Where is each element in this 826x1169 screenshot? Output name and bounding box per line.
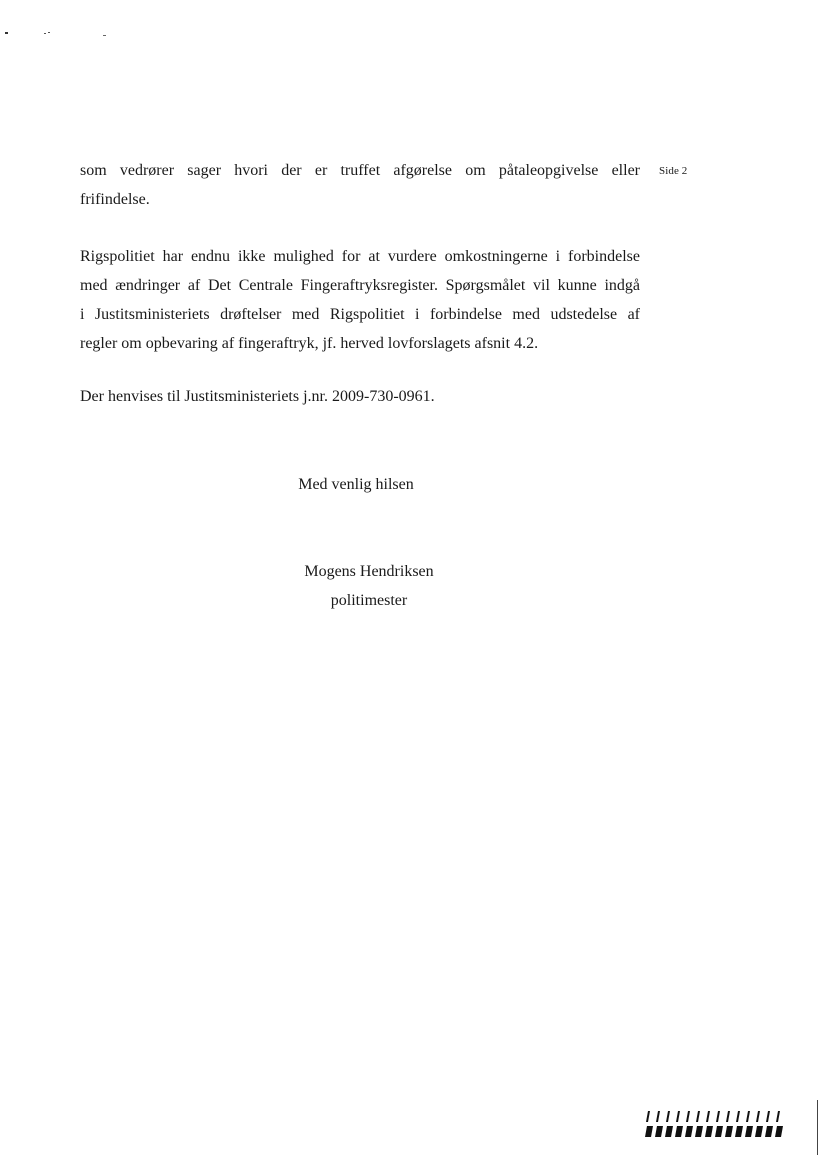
page-number: Side 2 <box>659 165 688 177</box>
paragraph-line: med ændringer af Det Centrale Fingeraftryksregister. Spørgsmålet vil kunne indgå <box>80 277 640 294</box>
paragraph-reference <box>80 382 640 411</box>
paragraph-line: Der henvises til Justitsministeriets j.nr. 2009-730-0961. <box>80 388 435 405</box>
paragraph-cost-assessment <box>80 242 640 358</box>
signer-title: politimester <box>330 592 408 609</box>
paragraph-line: som vedrører sager hvori der er truffet afgørelse om påtaleopgivelse eller <box>80 162 640 179</box>
paragraph-line: frifindelse. <box>80 191 150 208</box>
closing-greeting: Med venlig hilsen <box>298 476 414 493</box>
barcode-icon <box>645 1109 785 1139</box>
signature-block <box>239 557 499 615</box>
paragraph-line: regler om opbevaring af fingeraftryk, jf. herved lovforslagets afsnit 4.2. <box>80 335 539 352</box>
paragraph-line: Rigspolitiet har endnu ikke mulighed for at vurdere omkostningerne i forbindelse <box>80 248 640 265</box>
paragraph-line: i Justitsministeriets drøftelser med Rigspolitiet i forbindelse med udstedelse af <box>80 306 640 323</box>
scan-marks <box>5 28 115 40</box>
scan-edge-line <box>817 1100 818 1155</box>
signer-name: Mogens Hendriksen <box>304 563 434 580</box>
paragraph-continuation <box>80 156 640 214</box>
